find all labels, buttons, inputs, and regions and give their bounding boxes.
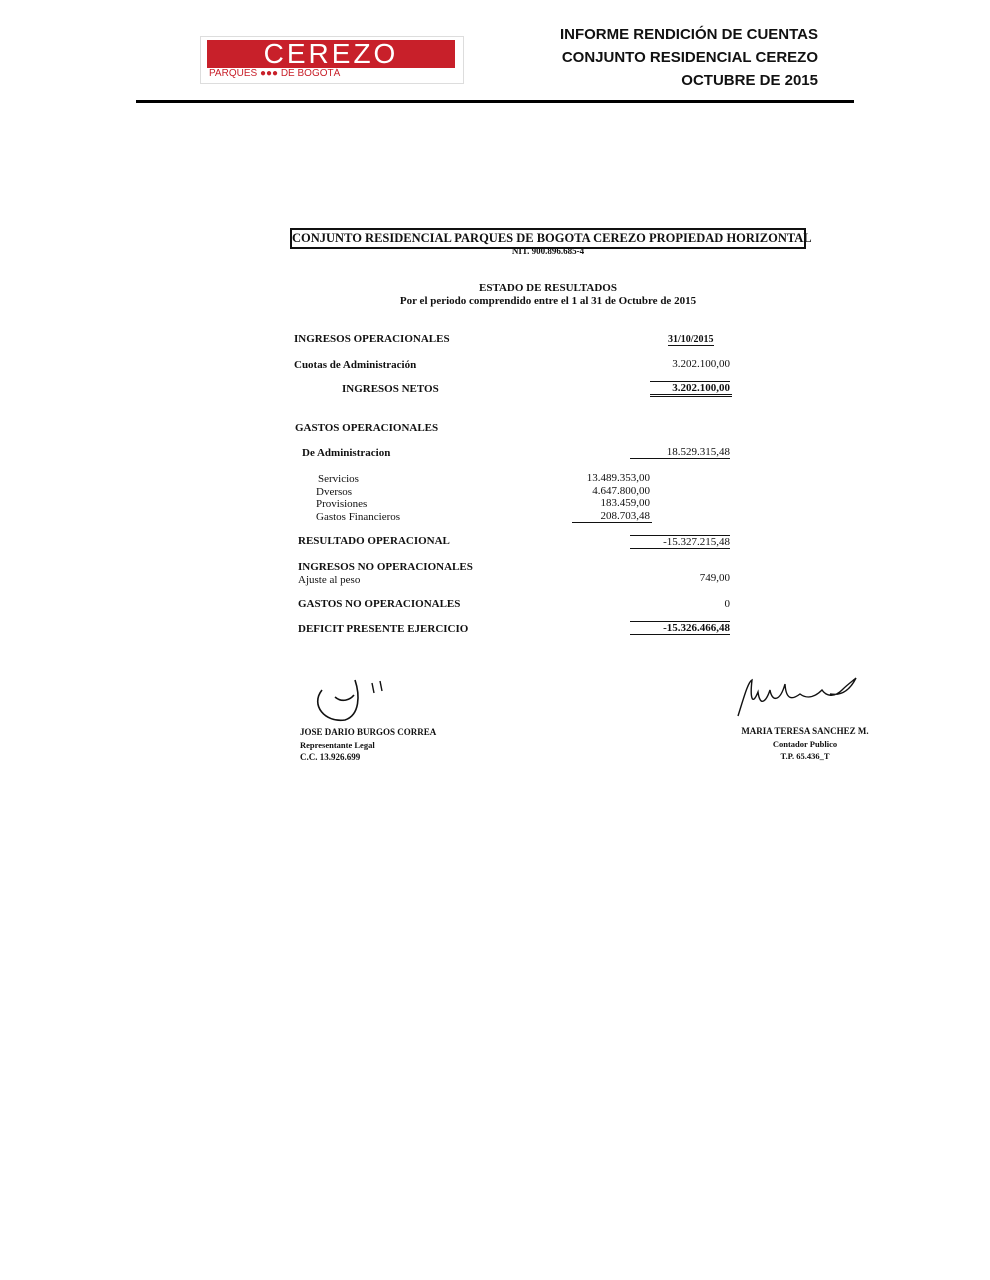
resultado-value: -15.327.215,48 [630,535,730,549]
resultado-label: RESULTADO OPERACIONAL [298,535,450,547]
deficit-label: DEFICIT PRESENTE EJERCICIO [298,623,469,635]
detail-value: 208.703,48 [600,510,650,522]
ajuste-value: 749,00 [699,572,730,584]
ingresos-netos-value: 3.202.100,00 [650,381,730,394]
statement-title: ESTADO DE RESULTADOS [479,282,617,294]
cuotas-label: Cuotas de Administración [294,359,417,371]
signer-left-role: Representante Legal [300,740,375,750]
gastos-no-op-value: 0 [724,598,730,610]
gastos-operacionales-heading: GASTOS OPERACIONALES [295,422,439,434]
date-column-header: 31/10/2015 [668,334,714,345]
header-line-2: CONJUNTO RESIDENCIAL CEREZO [561,49,818,66]
detail-label: Servicios [318,473,359,485]
detail-value: 13.489.353,00 [586,472,650,484]
signer-left-name: JOSE DARIO BURGOS CORREA [300,727,437,737]
entity-name: CONJUNTO RESIDENCIAL PARQUES DE BOGOTA CEREZO PROPIEDAD HORIZONTAL [290,228,806,249]
signer-left-id: C.C. 13.926.699 [300,752,361,762]
deficit-value: -15.326.466,48 [630,621,730,635]
ingresos-no-operacionales-heading: INGRESOS NO OPERACIONALES [298,561,473,573]
signature-left [310,675,410,725]
header-divider [136,100,854,103]
detail-underline [572,522,652,523]
signer-right-role: Contador Publico [772,739,838,749]
admin-label: De Administracion [302,447,391,459]
ajuste-label: Ajuste al peso [298,574,361,586]
detail-value: 4.647.800,00 [592,485,650,497]
ingresos-operacionales-heading: INGRESOS OPERACIONALES [294,333,450,345]
detail-value: 183.459,00 [600,497,650,509]
signer-right-id: T.P. 65.436_T [780,751,830,761]
signature-right [730,672,865,720]
cuotas-value: 3.202.100,00 [672,358,730,370]
detail-label: Dversos [316,486,353,498]
logo-subtext: PARQUES ●●● DE BOGOTÁ [209,68,341,79]
detail-label: Gastos Financieros [316,511,401,523]
ingresos-netos-label: INGRESOS NETOS [342,383,439,395]
header-line-3: OCTUBRE DE 2015 [681,72,818,89]
signer-right-name: MARIA TERESA SANCHEZ M. [741,726,869,736]
admin-value: 18.529.315,48 [630,446,730,459]
statement-period: Por el periodo comprendido entre el 1 al 31 de Octubre de 2015 [399,295,697,307]
double-underline [650,394,732,397]
cerezo-logo [200,36,464,84]
logo-text: CEREZO [207,40,455,68]
detail-label: Provisiones [316,498,368,510]
gastos-no-op-label: GASTOS NO OPERACIONALES [298,598,461,610]
nit: NIT. 900.896.685-4 [511,246,585,256]
header-line-1: INFORME RENDICIÓN DE CUENTAS [559,26,818,43]
